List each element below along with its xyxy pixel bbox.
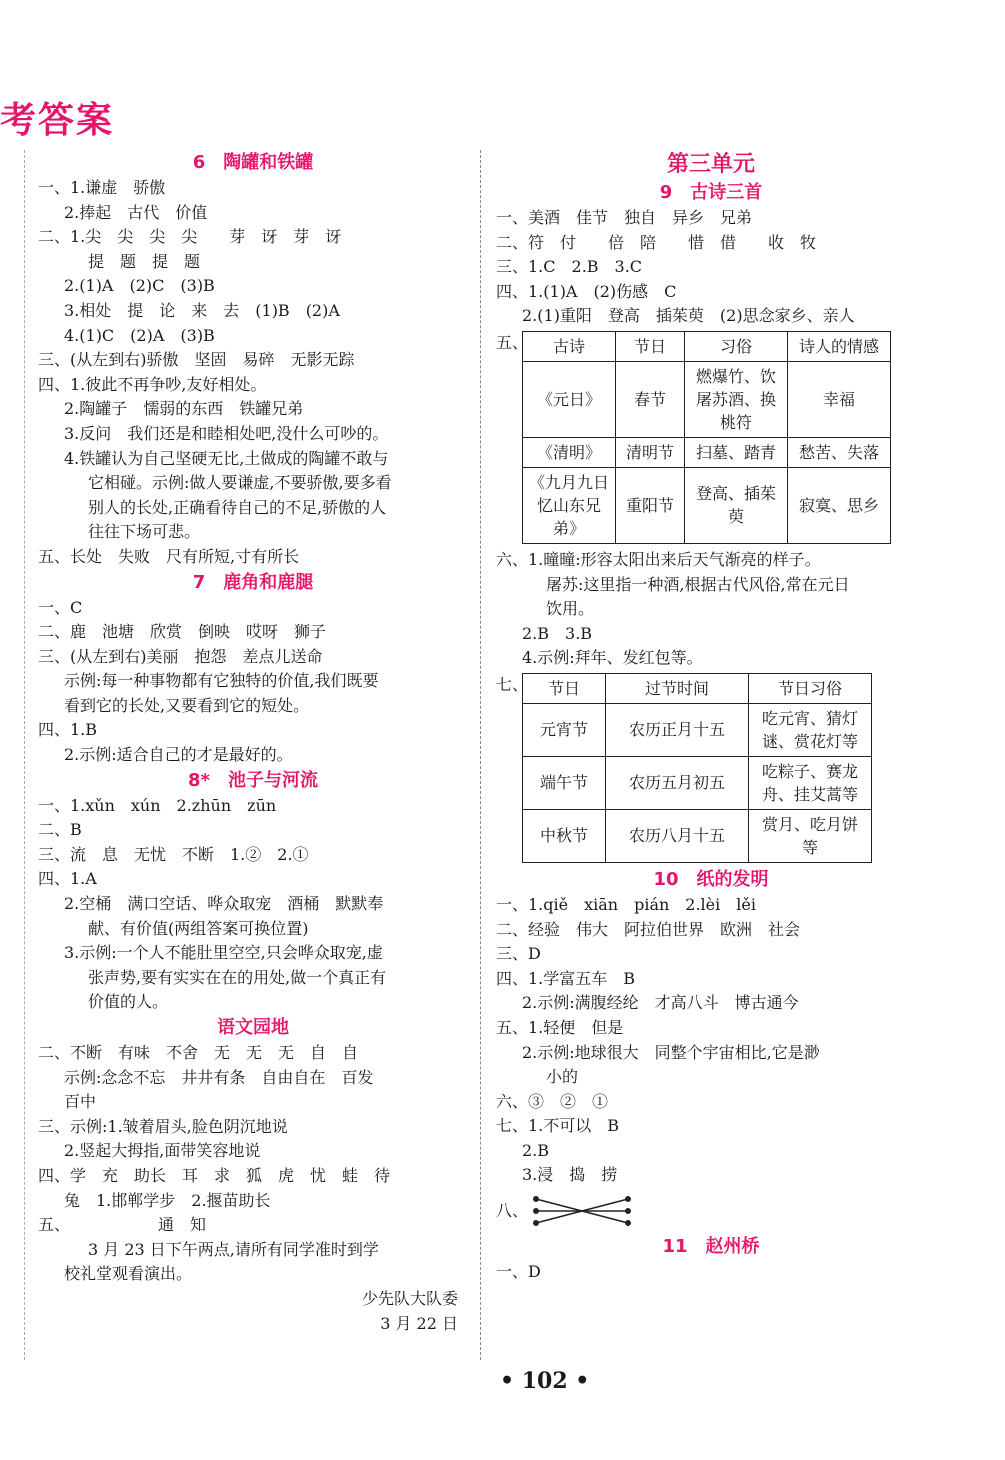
unit-heading: 第三单元 [666, 152, 755, 177]
answer-line: 3.相处 提 论 来 去 (1)B (2)A [64, 300, 340, 320]
table-seven-block [496, 673, 926, 863]
table-row [523, 361, 891, 437]
answer-line: 二、1.尖 尖 尖 尖 芽 讶 芽 讶 [38, 227, 342, 247]
answer-line: 六、③ ② ① [496, 1091, 609, 1111]
answer-line: 2.竖起大拇指,面带笑容地说 [64, 1141, 261, 1161]
table-cell: 赏月、吃月饼等 [749, 809, 872, 862]
table-row [523, 756, 872, 809]
section-heading-8: 8* 池子与河流 [188, 769, 318, 791]
page-title: 考答案 [0, 100, 115, 141]
answer-line: 饮用。 [546, 599, 595, 619]
answer-line: 它相碰。示例:做人要谦虚,不要骄傲,要多看 [88, 473, 392, 493]
answer-line: 3.示例:一个人不能肚里空空,只会哗众取宠,虚 [64, 943, 383, 963]
answer-line: 别人的长处,正确看待自己的不足,骄傲的人 [88, 497, 387, 517]
section-heading-10: 10 纸的发明 [653, 868, 769, 890]
left-margin-rule [24, 150, 26, 1360]
answer-line: 一、1.xǔn xún 2.zhūn zūn [38, 795, 277, 815]
answer-line: 4.(1)C (2)A (3)B [64, 325, 215, 345]
table-header: 节日习俗 [749, 673, 872, 703]
table-five-block [496, 331, 926, 544]
answer-line: 看到它的长处,又要看到它的短处。 [64, 695, 310, 715]
festival-poem-table [522, 331, 891, 544]
table-cell: 农历正月十五 [606, 703, 749, 756]
answer-line: 一、D [496, 1262, 541, 1282]
notice-heading: 五、 通 知 [38, 1215, 207, 1235]
answer-line: 3.浸 捣 捞 [522, 1165, 618, 1185]
section-heading-yuwen-yuandi: 语文园地 [217, 1017, 289, 1038]
answer-line: 2.(1)重阳 登高 插茱萸 (2)思念家乡、亲人 [522, 306, 855, 326]
table-header: 节日 [616, 331, 685, 361]
answer-line: 四、学 充 助长 耳 求 狐 虎 忧 蛙 待 [38, 1165, 391, 1185]
section-heading-9: 9 古诗三首 [659, 182, 763, 203]
answer-line: 一、1.谦虚 骄傲 [38, 178, 166, 197]
table-cell: 燃爆竹、饮屠苏酒、换桃符 [685, 361, 788, 437]
table-label: 七、 [496, 674, 529, 694]
answer-line: 4.示例:拜年、发红包等。 [522, 648, 703, 668]
table-cell: 登高、插茱萸 [685, 467, 788, 543]
right-column [496, 150, 926, 1285]
table-label: 五、 [496, 332, 529, 352]
answer-line: 二、经验 伟大 阿拉伯世界 欧洲 社会 [496, 919, 801, 939]
table-header: 古诗 [523, 331, 616, 361]
answer-line: 2.示例:地球很大 同整个宇宙相比,它是渺 [522, 1042, 820, 1062]
matching-lines-figure [528, 1191, 638, 1231]
answer-line: 四、1.(1)A (2)伤感 C [496, 281, 677, 301]
answer-line: 二、符 付 倍 陪 惜 借 收 牧 [496, 232, 817, 252]
answer-line: 2.示例:满腹经纶 才高八斗 博古通今 [522, 993, 799, 1013]
answer-line: 价值的人。 [88, 992, 169, 1012]
answer-line: 2.B [522, 1140, 550, 1160]
answer-line: 2.示例:适合自己的才是最好的。 [64, 745, 293, 765]
answer-line: 三、D [496, 944, 541, 964]
answer-line: 一、1.qiě xiān pián 2.lèi lěi [496, 894, 756, 914]
answer-line: 二、B [38, 820, 82, 840]
table-row [523, 703, 872, 756]
table-cell: 《清明》 [523, 437, 616, 467]
notice-body: 3 月 23 日下午两点,请所有同学准时到学 [88, 1239, 379, 1259]
column-divider [480, 150, 482, 1360]
answer-line: 六、1.曈曈:形容太阳出来后天气渐亮的样子。 [496, 549, 821, 569]
notice-signature: 少先队大队委 [361, 1288, 458, 1308]
table-row [523, 437, 891, 467]
table-cell: 端午节 [523, 756, 606, 809]
answer-line: 示例:念念不忘 井井有条 自由自在 百发 [64, 1067, 374, 1087]
table-cell: 农历五月初五 [606, 756, 749, 809]
answer-line: 四、1.A [38, 869, 97, 889]
table-cell: 春节 [616, 361, 685, 437]
table-cell: 中秋节 [523, 809, 606, 862]
table-cell: 扫墓、踏青 [685, 437, 788, 467]
answer-line: 一、C [38, 597, 83, 617]
table-cell: 清明节 [616, 437, 685, 467]
table-row [523, 467, 891, 543]
answer-line: 2.(1)A (2)C (3)B [64, 276, 215, 296]
table-header: 过节时间 [606, 673, 749, 703]
table-row [523, 809, 872, 862]
answer-line: 五、1.轻便 但是 [496, 1017, 624, 1037]
answer-line: 二、不断 有味 不舍 无 无 无 自 自 [38, 1043, 359, 1062]
table-header: 诗人的情感 [788, 331, 891, 361]
table-header: 节日 [523, 673, 606, 703]
table-cell: 《九月九日忆山东兄弟》 [523, 467, 616, 543]
answer-line: 三、1.C 2.B 3.C [496, 257, 643, 277]
answer-line: 2.空桶 满口空话、哗众取宠 酒桶 默默奉 [64, 894, 384, 914]
notice-body: 校礼堂观看演出。 [64, 1264, 193, 1284]
answer-line: 五、长处 失败 尺有所短,寸有所长 [38, 546, 300, 566]
answer-line: 屠苏:这里指一种酒,根据古代风俗,常在元日 [546, 574, 850, 594]
answer-line: 二、鹿 池塘 欣赏 倒映 哎呀 狮子 [38, 622, 327, 642]
table-cell: 幸福 [788, 361, 891, 437]
answer-line: 四、1.彼此不再争吵,友好相处。 [38, 374, 267, 394]
left-column [38, 150, 468, 1336]
section-heading-7: 7 鹿角和鹿腿 [192, 571, 314, 593]
table-cell: 元宵节 [523, 703, 606, 756]
answer-line: 四、1.B [38, 720, 98, 740]
answer-line: 献、有价值(两组答案可换位置) [88, 918, 309, 938]
table-header: 习俗 [685, 331, 788, 361]
table-cell: 寂寞、思乡 [788, 467, 891, 543]
answer-line: 张声势,要有实实在在的用处,做一个真正有 [88, 967, 387, 987]
table-cell: 愁苦、失落 [788, 437, 891, 467]
answer-line: 七、1.不可以 B [496, 1116, 620, 1136]
table-cell: 《元日》 [523, 361, 616, 437]
notice-date: 3 月 22 日 [380, 1313, 458, 1333]
answer-line: 三、(从左到右)美丽 抱怨 差点儿送命 [38, 646, 323, 666]
answer-line: 提 题 提 题 [88, 251, 201, 271]
answer-line: 百中 [64, 1092, 97, 1112]
answer-line: 四、1.学富五车 B [496, 968, 636, 988]
table-cell: 重阳节 [616, 467, 685, 543]
page-number: • 102 • [500, 1368, 590, 1394]
answer-line: 4.铁罐认为自己坚硬无比,土做成的陶罐不敢与 [64, 448, 389, 468]
answer-line: 一、美酒 佳节 独自 异乡 兄弟 [496, 208, 753, 227]
answer-line: 2.捧起 古代 价值 [64, 202, 208, 222]
answer-line: 兔 1.邯郸学步 2.揠苗助长 [64, 1190, 271, 1210]
table-cell: 吃元宵、猜灯谜、赏花灯等 [749, 703, 872, 756]
answer-line: 2.陶罐子 懦弱的东西 铁罐兄弟 [64, 399, 304, 419]
answer-line: 小的 [546, 1067, 579, 1087]
section-heading-6: 6 陶罐和铁罐 [192, 152, 314, 173]
answer-line: 2.B 3.B [522, 623, 593, 643]
table-cell: 吃粽子、赛龙舟、挂艾蒿等 [749, 756, 872, 809]
section-heading-11: 11 赵州桥 [662, 1236, 760, 1258]
answer-line: 三、(从左到右)骄傲 坚固 易碎 无影无踪 [38, 350, 355, 370]
matching-answer [496, 1188, 926, 1234]
answer-line: 示例:每一种事物都有它独特的价值,我们既要 [64, 671, 379, 691]
answer-line: 往往下场可悲。 [88, 522, 201, 542]
answer-line: 三、示例:1.皱着眉头,脸色阴沉地说 [38, 1116, 288, 1136]
festival-custom-table [522, 673, 872, 863]
table-cell: 农历八月十五 [606, 809, 749, 862]
answer-line: 3.反问 我们还是和睦相处吧,没什么可吵的。 [64, 423, 389, 443]
answer-line: 三、流 息 无忧 不断 1.② 2.① [38, 844, 309, 864]
answer-label: 八、 [496, 1200, 529, 1220]
